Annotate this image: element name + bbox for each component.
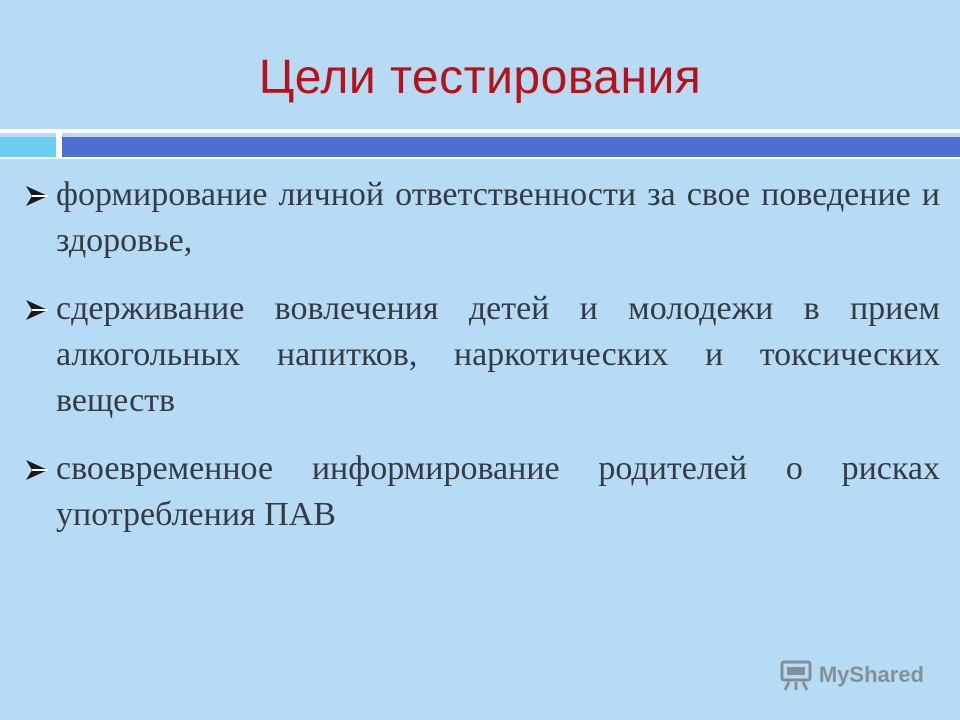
title-rule-accent-light (0, 137, 56, 157)
slide-title: Цели тестирования (258, 51, 702, 104)
presentation-board-icon (779, 658, 813, 692)
title-rule-bottom (0, 157, 960, 159)
arrowhead-bullet-icon (24, 298, 50, 322)
arrowhead-bullet-icon (24, 458, 50, 482)
title-rule-accent-blue (62, 137, 960, 157)
title-rule-top (0, 129, 960, 133)
bullet-item (24, 286, 940, 424)
bullet-text: своевременное информирование родителей о рисках употребления ПАВ (56, 450, 940, 533)
bullet-text: формирование личной ответственности за свое поведение и здоровье, (56, 176, 940, 259)
bullet-item (24, 172, 940, 264)
bullet-list (24, 172, 940, 560)
bullet-item (24, 446, 940, 538)
arrowhead-bullet-icon (24, 184, 50, 208)
watermark (779, 658, 924, 692)
bullet-text: сдерживание вовлечения детей и молодежи в прием алкогольных напитков, наркотических и токсических веществ (56, 290, 940, 419)
watermark-text: MyShared (818, 662, 924, 687)
